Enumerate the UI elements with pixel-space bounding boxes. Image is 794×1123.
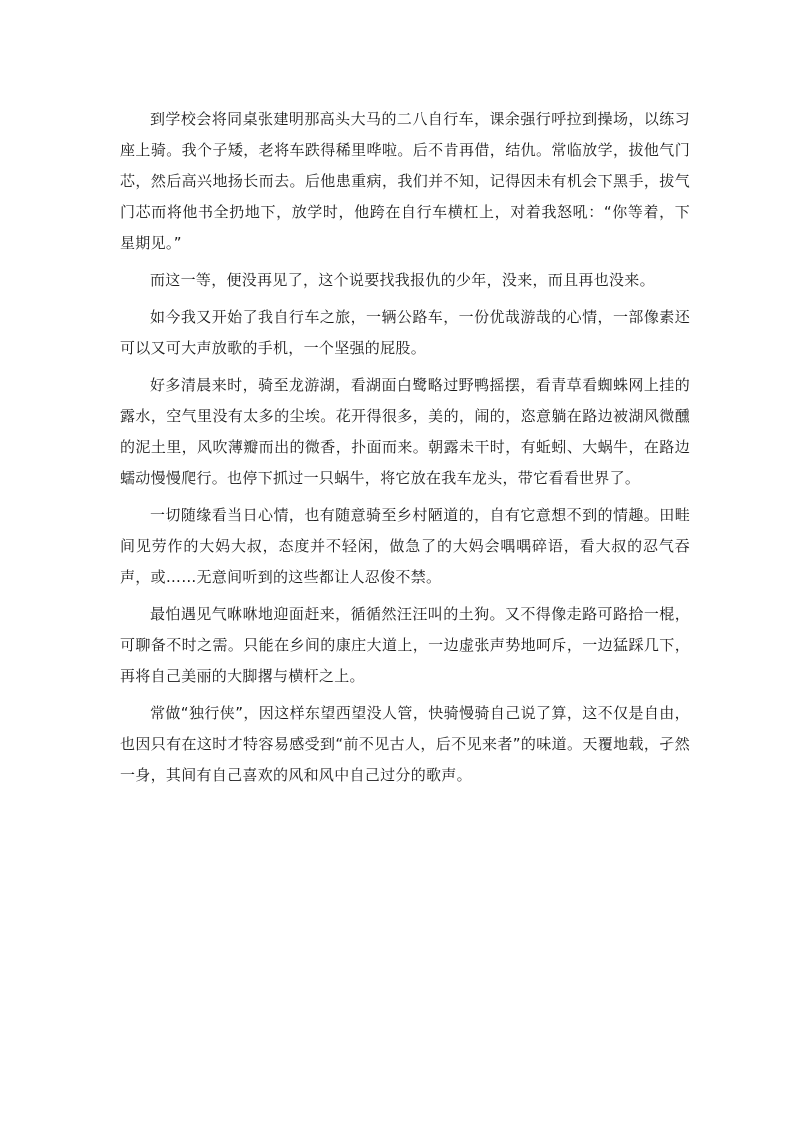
paragraph-6: 最怕遇见气咻咻地迎面赶来，循循然汪汪叫的土狗。又不得像走路可路拾一棍，可聊备不时之需。只能在乡间的康庄大道上，一边虚张声势地呵斥，一边猛踩几下，再将自己美丽的大脚撂与横杆之上。 <box>120 605 690 685</box>
paragraph-1: 到学校会将同桌张建明那高头大马的二八自行车，课余强行呼拉到操场，以练习座上骑。我个子矮，老将车跌得稀里哗啦。后不肯再借，结仇。常临放学，拔他气门芯，然后高兴地扬长而去。后他患重病，我们并不知，记得因未有机会下黑手，拔气门芯而将他书全扔地下，放学时，他跨在自行车横杠上，对着我怒吼：“你等着，下星期见。” <box>120 110 690 252</box>
paragraph-7: 常做“独行侠”，因这样东望西望没人管，快骑慢骑自己说了算，这不仅是自由，也因只有在这时才特容易感受到“前不见古人，后不见来者”的味道。天覆地载，孑然一身，其间有自己喜欢的风和风中自己过分的歌声。 <box>120 704 690 784</box>
paragraph-5: 一切随缘看当日心情，也有随意骑至乡村陋道的，自有它意想不到的情趣。田畦间见劳作的大妈大叔，态度并不轻闲，做急了的大妈会喁喁碎语，看大叔的忍气吞声，或……无意间听到的这些都让人忍俊不禁。 <box>120 506 690 586</box>
paragraph-2: 而这一等，便没再见了，这个说要找我报仇的少年，没来，而且再也没来。 <box>150 271 655 289</box>
paragraph-3: 如今我又开始了我自行车之旅，一辆公路车，一份优哉游哉的心情，一部像素还可以又可大声放歌的手机，一个坚强的屁股。 <box>120 308 690 357</box>
document-body <box>120 104 690 797</box>
paragraph-4: 好多清晨来时，骑至龙游湖，看湖面白鹭略过野鸭摇摆，看青草看蜘蛛网上挂的露水，空气里没有太多的尘埃。花开得很多，美的，闹的，恣意躺在路边被湖风微醺的泥土里，风吹薄瓣而出的微香，扑面而来。朝露未干时，有蚯蚓、大蜗牛，在路边蠕动慢慢爬行。也停下抓过一只蜗牛，将它放在我车龙头，带它看看世界了。 <box>120 376 690 487</box>
